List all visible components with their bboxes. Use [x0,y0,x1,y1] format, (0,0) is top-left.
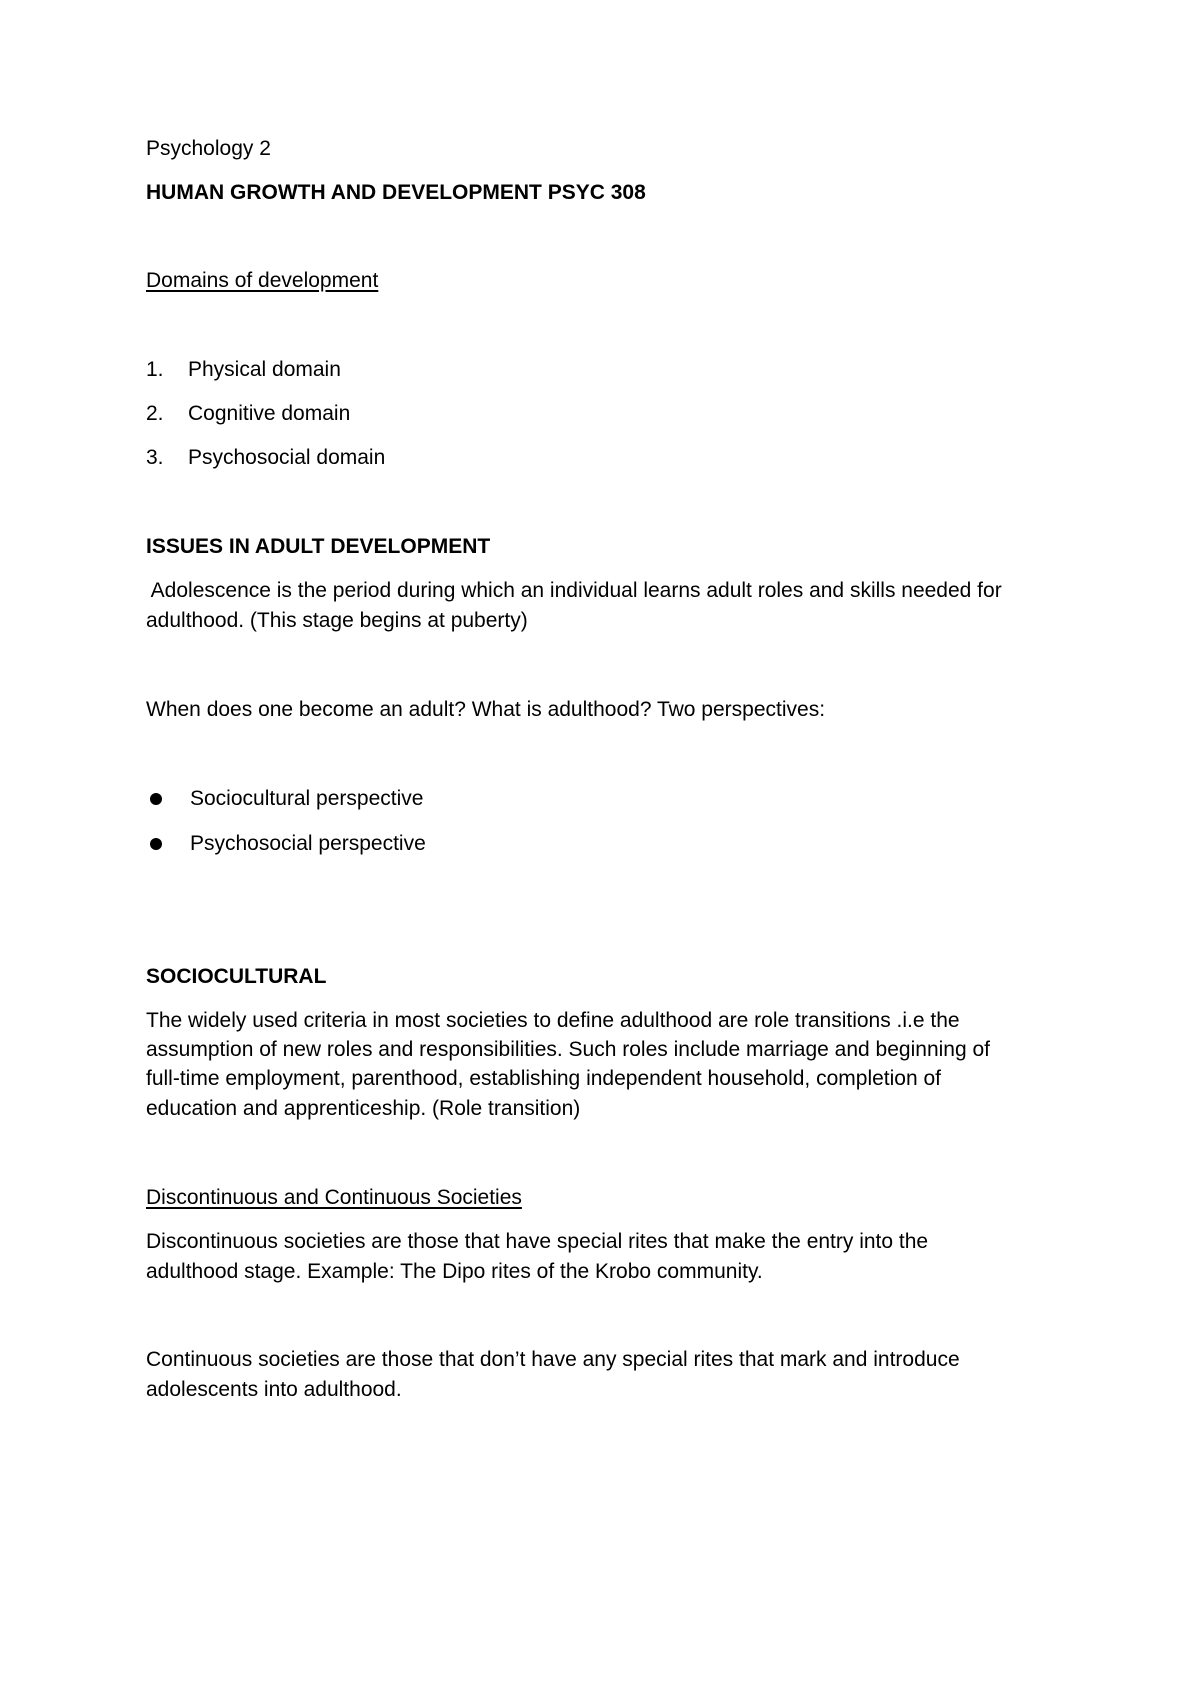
list-number: 3. [146,446,164,469]
list-item-label: Psychosocial domain [188,446,386,469]
list-item-label: Physical domain [188,358,341,381]
sociocultural-line: full-time employment, parenthood, establishing independent household, completion of [146,1067,942,1090]
document-page [146,0,1086,1698]
issues-heading: ISSUES IN ADULT DEVELOPMENT [146,535,491,558]
list-item-label: Cognitive domain [188,402,351,425]
bullet-icon [150,838,162,850]
adolescence-line-1: Adolescence is the period during which an individual learns adult roles and skills needed for [146,579,1002,602]
list-item [146,398,350,430]
list-item-label: Sociocultural perspective [190,787,424,810]
list-item [146,828,426,860]
sociocultural-line: assumption of new roles and responsibilities. Such roles include marriage and beginning of [146,1038,990,1061]
list-item-label: Psychosocial perspective [190,832,426,855]
sociocultural-heading: SOCIOCULTURAL [146,965,327,988]
adulthood-question: When does one become an adult? What is adulthood? Two perspectives: [146,698,826,721]
list-item [146,442,385,474]
list-item [146,354,341,386]
discontinuous-line: adulthood stage. Example: The Dipo rites of the Krobo community. [146,1260,763,1283]
list-number: 1. [146,358,164,381]
sociocultural-line: education and apprenticeship. (Role transition) [146,1097,581,1120]
sociocultural-line: The widely used criteria in most societies to define adulthood are role transitions .i.e the [146,1009,960,1032]
continuous-line: Continuous societies are those that don’t have any special rites that mark and introduce [146,1348,960,1371]
adolescence-line-2: adulthood. (This stage begins at puberty) [146,609,528,632]
domains-heading: Domains of development [146,269,379,292]
discontinuous-line: Discontinuous societies are those that have special rites that make the entry into the [146,1230,929,1253]
course-short-name: Psychology 2 [146,137,271,160]
societies-heading: Discontinuous and Continuous Societies [146,1186,522,1209]
list-number: 2. [146,402,164,425]
bullet-icon [150,793,162,805]
continuous-line: adolescents into adulthood. [146,1378,402,1401]
course-title: HUMAN GROWTH AND DEVELOPMENT PSYC 308 [146,181,646,204]
list-item [146,783,423,815]
